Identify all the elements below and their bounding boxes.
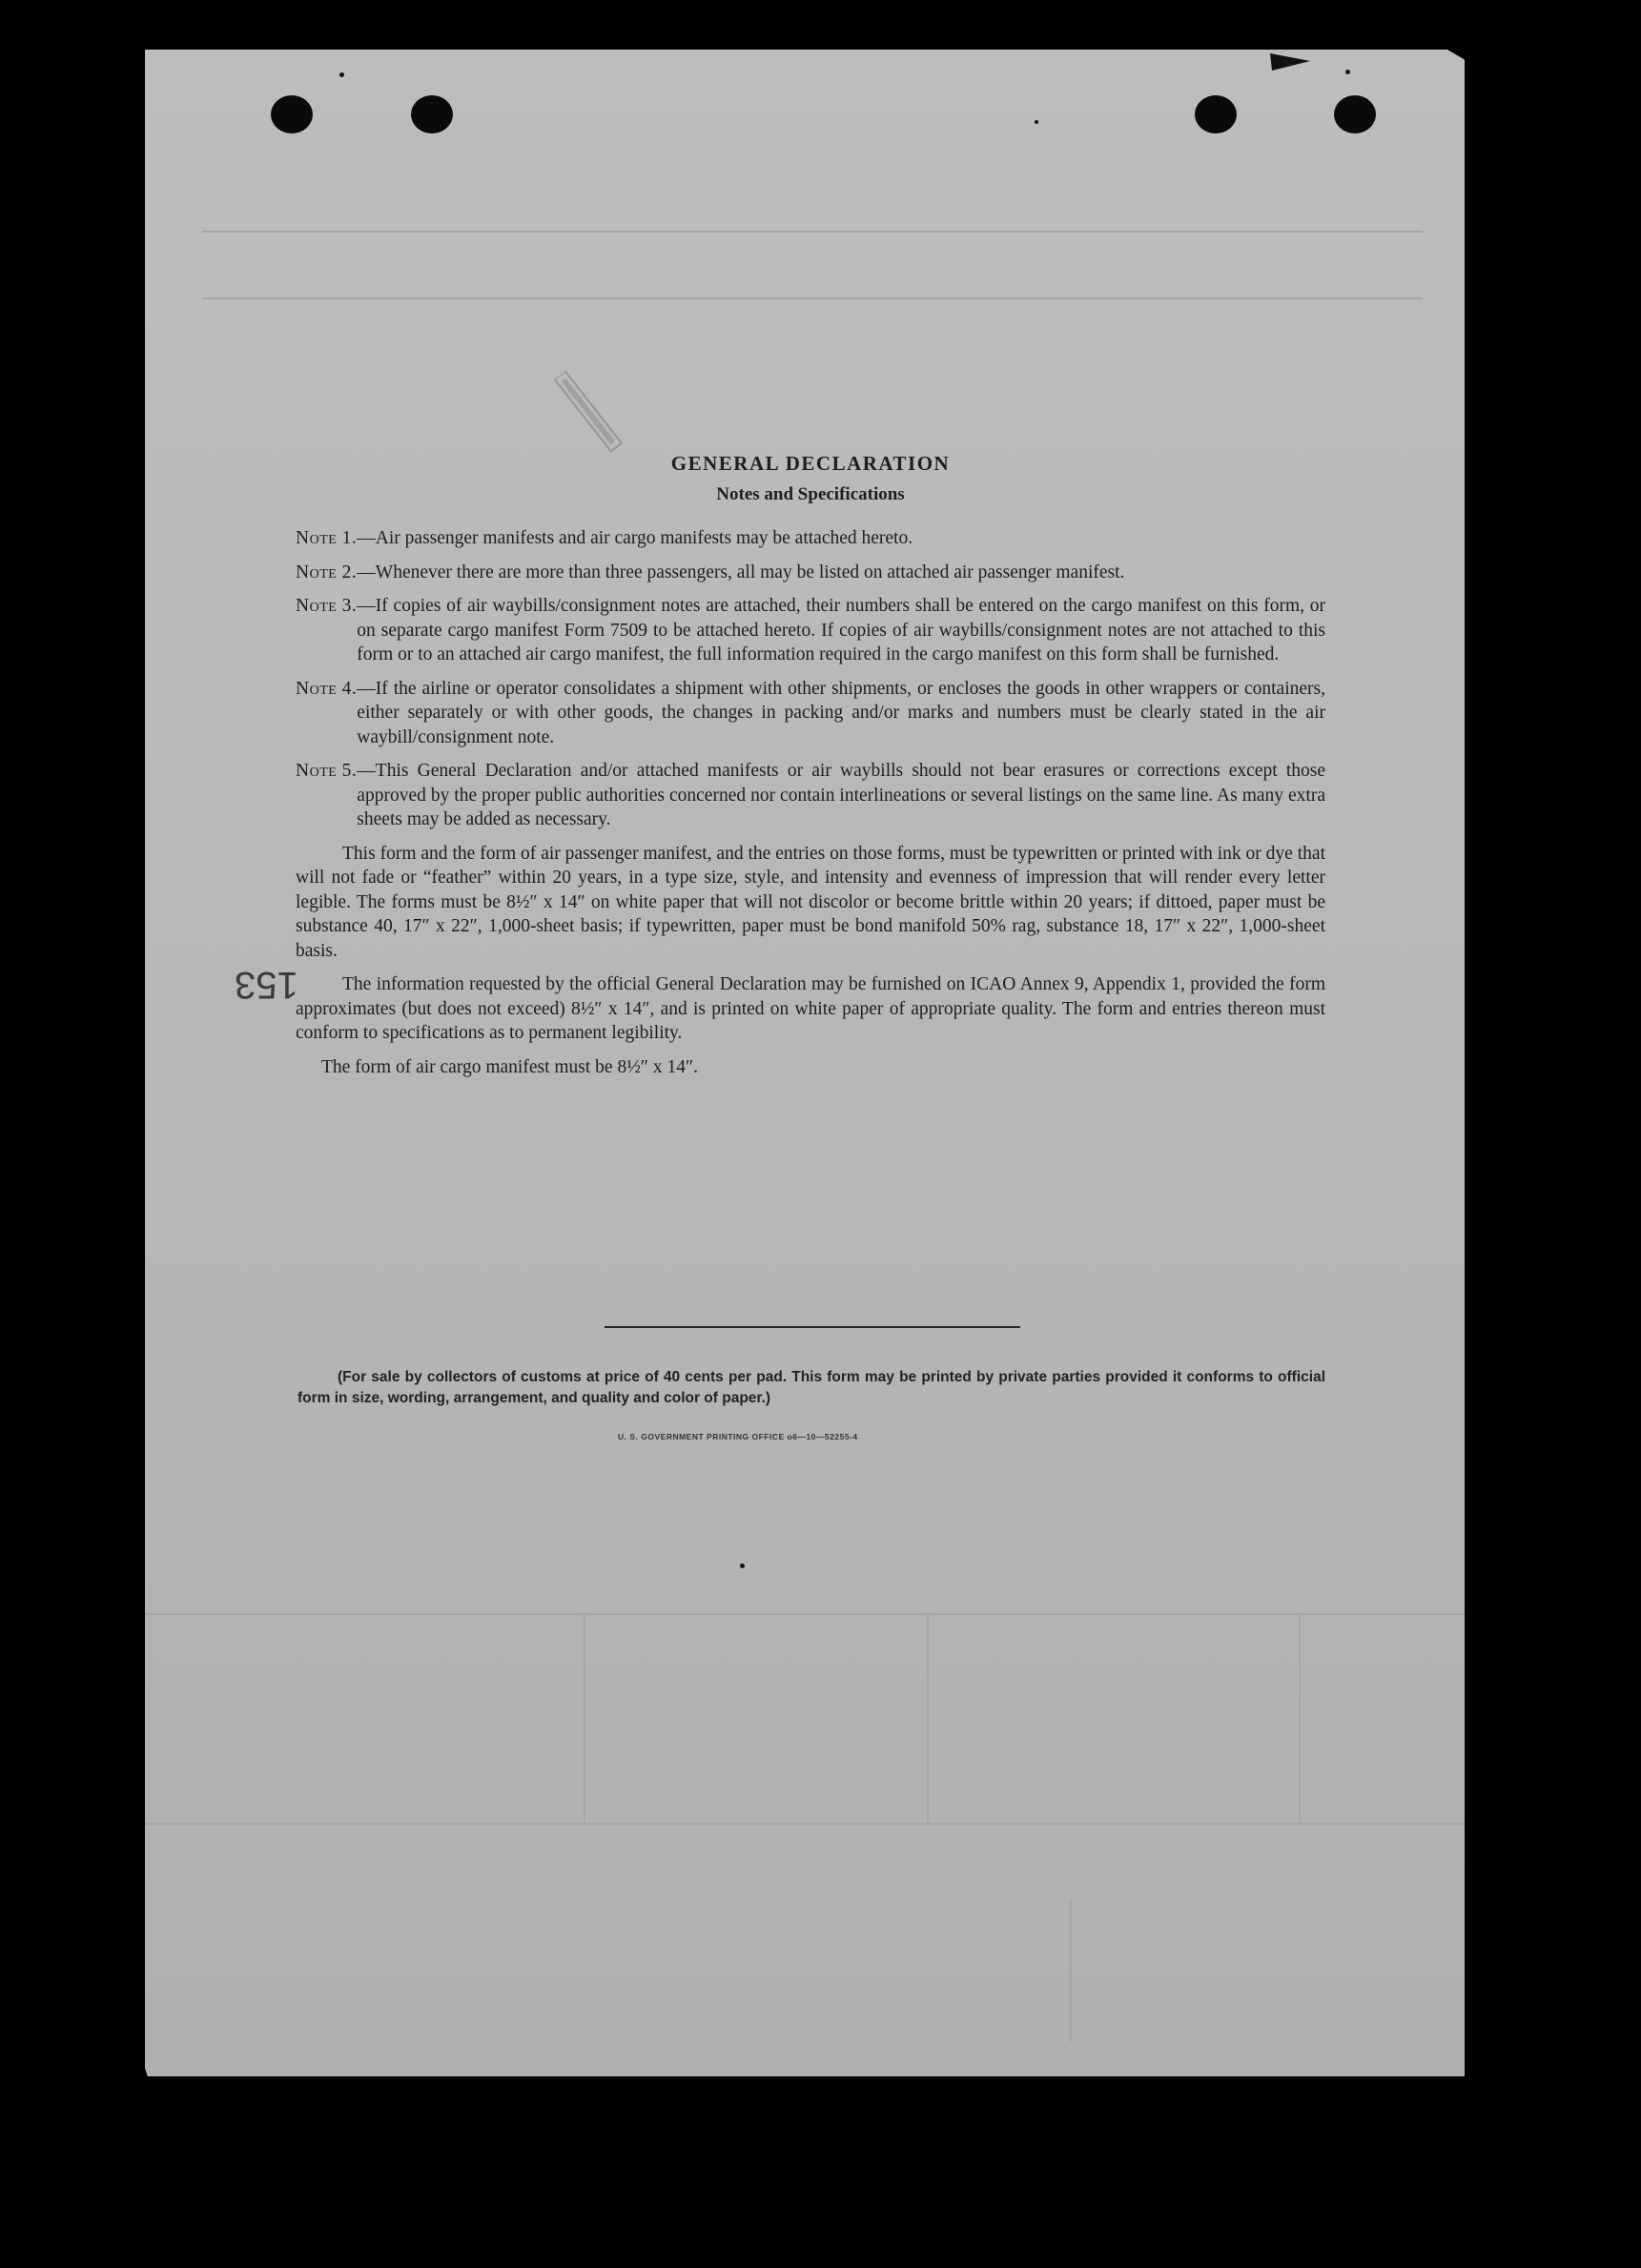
note-4	[296, 677, 1325, 750]
note-label: Note 2.	[296, 562, 358, 582]
bleed-through-line	[202, 297, 1423, 299]
note-1	[296, 526, 1325, 551]
side-number: 153	[235, 964, 298, 1006]
page-subtitle: Notes and Specifications	[716, 484, 905, 504]
punch-hole	[271, 95, 313, 133]
note-text: —This General Declaration and/or attached manifests or air waybills should not bear erasures or corrections except those approved by the proper public authorities concerned nor contain interlineations or several listings on the same line. As many extra sheets may be added as necessary.	[357, 761, 1325, 829]
corner-mark	[1268, 50, 1316, 78]
paragraph-cargo-manifest-size: The form of air cargo manifest must be 8½″ x 14″.	[321, 1056, 698, 1077]
sale-notice: (For sale by collectors of customs at price of 40 cents per pad. This form may be printed by private parties provided it conforms to official form in size, wording, arrangement, and quality and color of paper.)	[297, 1369, 1325, 1406]
note-label: Note 4.	[296, 678, 358, 699]
declaration-notes	[296, 452, 1325, 1089]
bleed-through-line	[145, 1613, 1465, 1615]
punch-hole	[1195, 95, 1237, 133]
note-label: Note 3.	[296, 596, 358, 616]
divider-rule	[605, 1326, 1020, 1328]
speck	[339, 72, 344, 77]
printer-imprint: U. S. GOVERNMENT PRINTING OFFICE o6—10—52255-4	[618, 1432, 858, 1441]
punch-hole	[411, 95, 453, 133]
note-5	[296, 759, 1325, 832]
note-label: Note 5.	[296, 761, 358, 781]
bleed-through-line	[145, 1823, 1465, 1825]
page-title: GENERAL DECLARATION	[670, 452, 951, 475]
speck	[1345, 70, 1350, 74]
speck	[1035, 120, 1038, 124]
note-3	[296, 594, 1325, 667]
note-2	[296, 561, 1325, 585]
note-label: Note 1.	[296, 528, 358, 548]
punch-hole	[1334, 95, 1376, 133]
note-text: —Air passenger manifests and air cargo manifests may be attached hereto.	[357, 528, 913, 548]
note-text: —Whenever there are more than three passengers, all may be listed on attached air passenger manifest.	[357, 562, 1125, 582]
note-text: —If the airline or operator consolidates a shipment with other shipments, or encloses the goods in other wrappers or containers, either separately or with other goods, the changes in packing and/or marks and numbers must be clearly stated in the air waybill/consignment note.	[357, 678, 1325, 747]
bleed-through-line	[202, 231, 1423, 233]
speck	[740, 1563, 745, 1568]
bleed-through-line	[927, 1613, 929, 1823]
bleed-through-line	[584, 1613, 585, 1823]
paragraph-icao-annex: The information requested by the official General Declaration may be furnished on ICAO Annex 9, Appendix 1, provided the form approximates (but does not exceed) 8½″ x 14″, and is printed on white paper of appropriate quality. The form and entries thereon must conform to specifications as to permanent legibility.	[296, 974, 1325, 1043]
note-text: —If copies of air waybills/consignment notes are attached, their numbers shall be entered on the cargo manifest on this form, or on separate cargo manifest Form 7509 to be attached hereto. If copies of air waybills/consignment notes are not attached to this form or to an attached air cargo manifest, the full information required in the cargo manifest on this form shall be furnished.	[357, 596, 1325, 664]
bleed-through-line	[1070, 1899, 1072, 2042]
bleed-through-line	[1299, 1613, 1301, 1823]
paragraph-form-specifications: This form and the form of air passenger manifest, and the entries on those forms, must be typewritten or printed with ink or dye that will not fade or “feather” within 20 years, in a type size, style, and intensity and evenness of impression that will render every letter legible. The forms must be 8½″ x 14″ on white paper that will not discolor or become brittle within 20 years; if dittoed, paper must be substance 40, 17″ x 22″, 1,000-sheet basis; if typewritten, paper must be bond manifold 50% rag, substance 18, 17″ x 22″, 1,000-sheet basis.	[296, 843, 1325, 961]
